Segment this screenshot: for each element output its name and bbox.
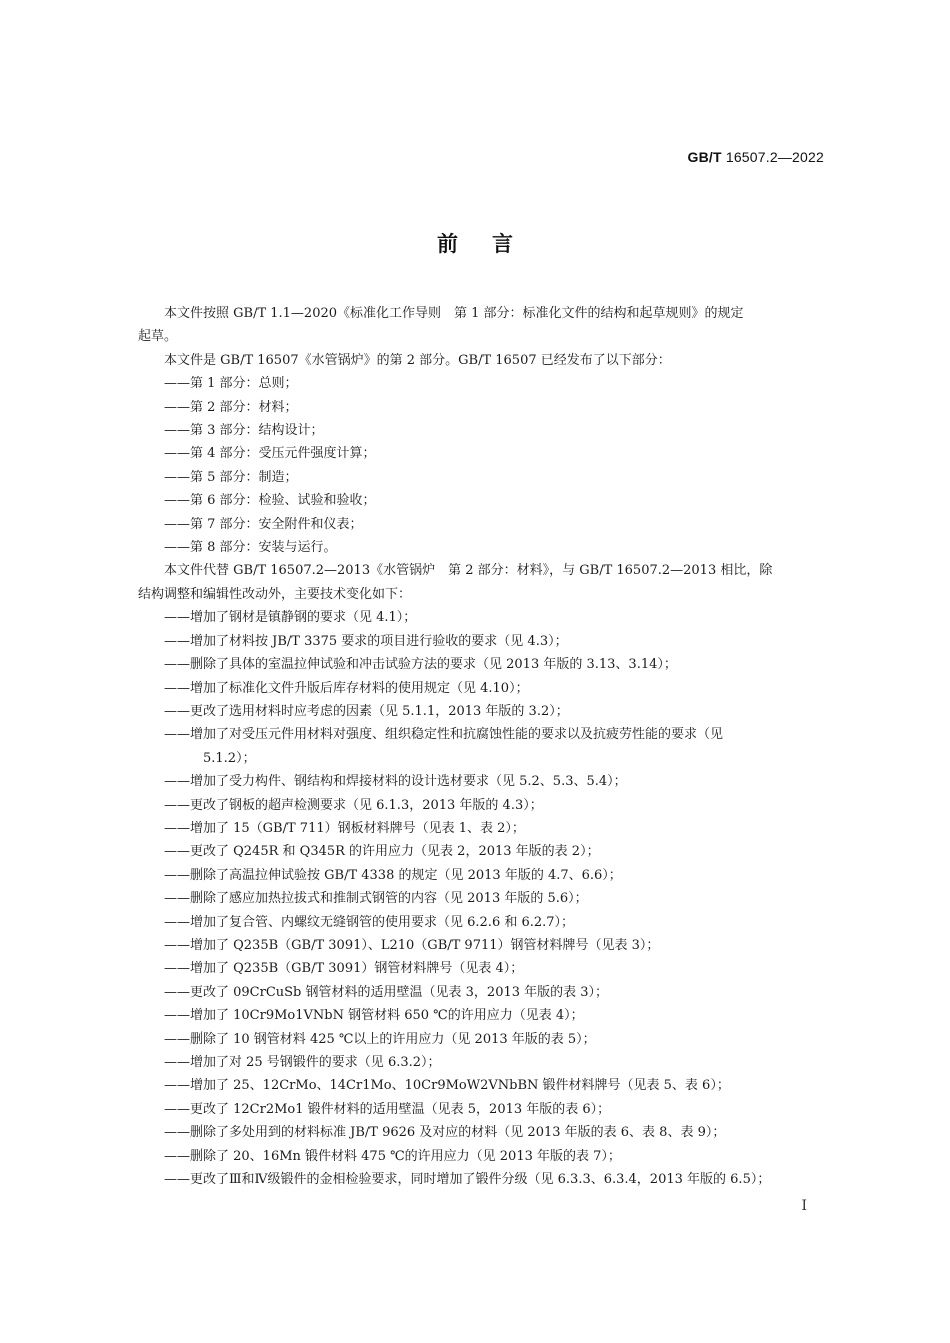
list-item: ——更改了Ⅲ和Ⅳ级锻件的金相检验要求，同时增加了锻件分级（见 6.3.3、6.3.4，2013 年版的 6.5）； <box>164 1172 771 1188</box>
list-item: ——增加了材料按 JB/T 3375 要求的项目进行验收的要求（见 4.3）； <box>164 633 568 649</box>
list-item: ——删除了多处用到的材料标准 JB/T 9626 及对应的材料（见 2013 年版的表 6、表 8、表 9）； <box>164 1125 726 1141</box>
parts-list <box>138 372 832 559</box>
changes-list <box>138 606 832 1191</box>
list-item: ——增加了 15（GB/T 711）钢板材料牌号（见表 1、表 2）； <box>164 820 525 836</box>
list-item: ——更改了 Q245R 和 Q345R 的许用应力（见表 2，2013 年版的表 2）； <box>164 844 600 860</box>
list-item: ——删除了感应加热拉拔式和推制式钢管的内容（见 2013 年版的 5.6）； <box>164 891 588 907</box>
list-item: ——第 1 部分：总则； <box>164 376 298 392</box>
list-item: ——删除了具体的室温拉伸试验和冲击试验方法的要求（见 2013 年版的 3.13、3.14）； <box>164 657 677 673</box>
paragraph-replacement: 本文件代替 GB/T 16507.2—2013《水管锅炉 第 2 部分：材料》，与 GB/T 16507.2—2013 相比，除 结构调整和编辑性改动外，主要技术变化如下： <box>138 559 832 606</box>
list-item: ——增加了 10Cr9Mo1VNbN 钢管材料 650 ℃的许用应力（见表 4）； <box>164 1008 584 1024</box>
list-item: ——增加了钢材是镇静钢的要求（见 4.1）； <box>164 610 417 626</box>
paragraph-replacement-cont: 结构调整和编辑性改动外，主要技术变化如下： <box>138 586 412 602</box>
list-item: ——增加了受力构件、钢结构和焊接材料的设计选材要求（见 5.2、5.3、5.4）； <box>164 774 627 790</box>
list-item: ——第 6 部分：检验、试验和验收； <box>164 493 376 509</box>
page-title: 前言 <box>437 232 547 256</box>
list-item: ——第 8 部分：安装与运行。 <box>164 540 337 556</box>
list-item: ——更改了 09CrCuSb 钢管材料的适用壁温（见表 3，2013 年版的表 3）； <box>164 984 609 1000</box>
list-item: ——增加了对 25 号钢锻件的要求（见 6.3.2）； <box>164 1055 441 1070</box>
list-item: ——增加了复合管、内螺纹无缝钢管的使用要求（见 6.2.6 和 6.2.7）； <box>164 914 575 930</box>
list-item: ——第 5 部分：制造； <box>164 469 298 485</box>
list-item: ——增加了标准化文件升版后库存材料的使用规定（见 4.10）； <box>164 680 529 696</box>
list-item: ——增加了对受压元件用材料对强度、组织稳定性和抗腐蚀性能的要求以及抗疲劳性能的要求（见 5.1.2）； <box>138 723 832 770</box>
paragraph-part-info: 本文件是 GB/T 16507《水管锅炉》的第 2 部分。GB/T 16507 已经发布了以下部分： <box>164 352 671 368</box>
list-item: ——第 3 部分：结构设计； <box>164 423 324 439</box>
list-item: ——增加了 25、12CrMo、14Cr1Mo、10Cr9MoW2VNbBN 锻件材料牌号（见表 5、表 6）； <box>164 1078 730 1094</box>
standard-number: GB/T 16507.2—2022 <box>687 149 824 165</box>
list-item: ——更改了钢板的超声检测要求（见 6.1.3，2013 年版的 4.3）； <box>164 797 543 813</box>
list-item: ——删除了 10 钢管材料 425 ℃以上的许用应力（见 2013 年版的表 5）； <box>164 1031 596 1047</box>
foreword-body <box>138 302 832 1191</box>
list-item: ——更改了选用材料时应考虑的因素（见 5.1.1，2013 年版的 3.2）； <box>164 703 569 719</box>
list-item: ——删除了高温拉伸试验按 GB/T 4338 的规定（见 2013 年版的 4.7、6.6）； <box>164 867 622 883</box>
page-number: I <box>801 1198 807 1214</box>
list-item: ——第 4 部分：受压元件强度计算； <box>164 446 376 462</box>
list-item: ——第 7 部分：安全附件和仪表； <box>164 516 363 532</box>
list-item: ——增加了 Q235B（GB/T 3091）钢管材料牌号（见表 4）； <box>164 961 524 977</box>
list-item: ——增加了 Q235B（GB/T 3091）、L210（GB/T 9711）钢管材料牌号（见表 3）； <box>164 937 660 953</box>
list-item: ——删除了 20、16Mn 锻件材料 475 ℃的许用应力（见 2013 年版的表 7）； <box>164 1148 621 1164</box>
list-item: ——更改了 12Cr2Mo1 锻件材料的适用壁温（见表 5，2013 年版的表 6）； <box>164 1101 611 1117</box>
list-item-cont: 5.1.2）； <box>203 750 256 766</box>
paragraph-drafting-rules: 本文件按照 GB/T 1.1—2020《标准化工作导则 第 1 部分：标准化文件的结构和起草规则》的规定 起草。 <box>138 302 832 349</box>
list-item: ——第 2 部分：材料； <box>164 399 298 415</box>
paragraph-drafting-rules-cont: 起草。 <box>138 329 178 345</box>
